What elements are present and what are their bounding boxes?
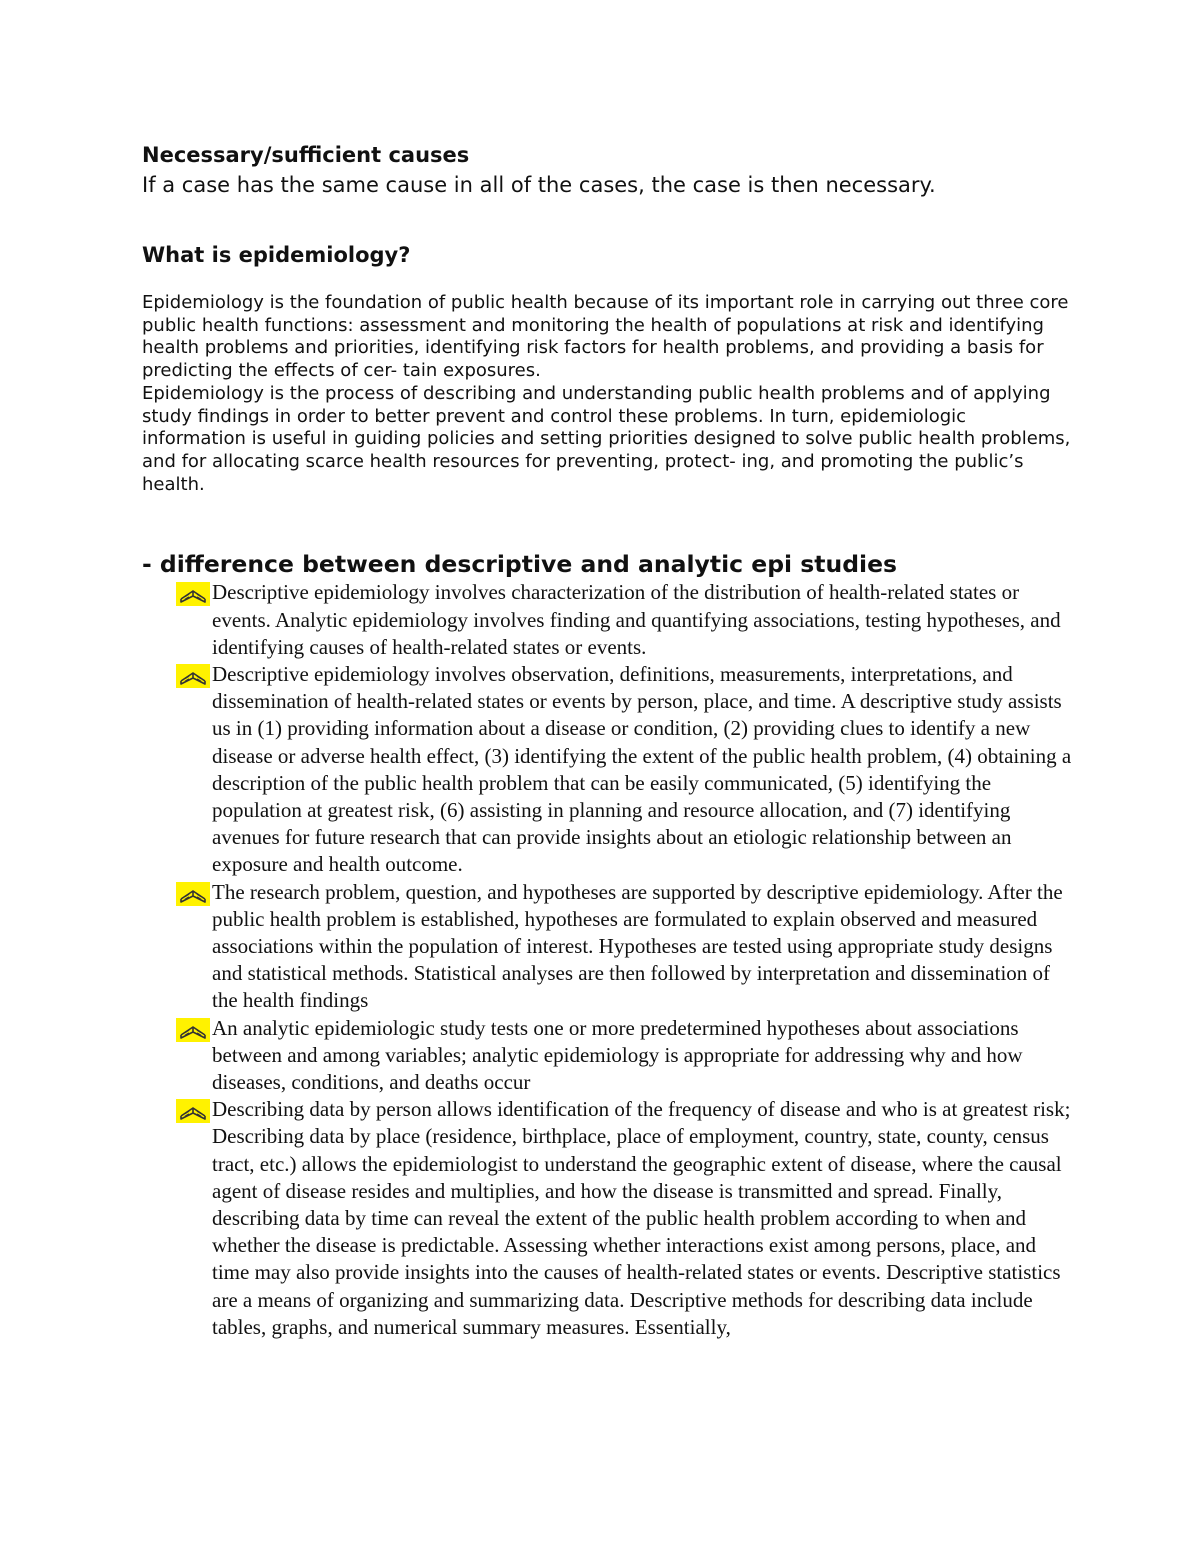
list-item [142, 879, 1072, 1015]
paragraph-foundation: Epidemiology is the foundation of public health because of its important role in carrying out three core public health functions: assessment and monitoring the health of populations at risk and identifying health problems and priorities, identifying risk factors for health problems, and providing a basis for predicting the effects of cer- tain exposures. [142, 292, 1069, 382]
heading-what-is-epidemiology: What is epidemiology? [142, 243, 411, 267]
lead-sentence: If a case has the same cause in all of the cases, the case is then necessary. [142, 173, 936, 197]
open-book-icon [176, 582, 210, 606]
epidemiology-definition [142, 292, 1072, 496]
bullet-text: Descriptive epidemiology involves observation, definitions, measurements, interpretations, and dissemination of health-related states or events by person, place, and time. A descriptive study assists us in (1) providing information about a disease or condition, (2) providing clues to identify a new disease or adverse health effect, (3) identifying the extent of the public health problem, (4) obtaining a description of the public health problem that can be easily communicated, (5) identifying the population at greatest risk, (6) assisting in planning and resource allocation, and (7) identifying avenues for future research that can provide insights about an etiologic relationship between an exposure and health outcome. [212, 661, 1072, 877]
bullet-list [142, 579, 1072, 1341]
bullet-text: The research problem, question, and hypotheses are supported by descriptive epidemiology. After the public health problem is established, hypotheses are formulated to explain observed and measured associations within the population of interest. Hypotheses are tested using appropriate study designs and statistical methods. Statistical analyses are then followed by interpretation and dissemination of the health findings [212, 879, 1063, 1013]
bullet-text: Descriptive epidemiology involves characterization of the distribution of health-related states or events. Analytic epidemiology involves finding and quantifying associations, testing hypotheses, and identifying causes of health-related states or events. [212, 580, 1061, 659]
open-book-icon [176, 664, 210, 688]
open-book-icon [176, 1018, 210, 1042]
paragraph-process: Epidemiology is the process of describing and understanding public health problems and of applying study findings in order to better prevent and control these problems. In turn, epidemiologic information is useful in guiding policies and setting priorities designed to solve public health problems, and for allocating scarce health resources for preventing, protect- ing, and promoting the public’s health. [142, 382, 1071, 495]
bullet-text: An analytic epidemiologic study tests one or more predetermined hypotheses about associations between and among variables; analytic epidemiology is appropriate for addressing why and how diseases, conditions, and deaths occur [212, 1015, 1023, 1094]
heading-descriptive-vs-analytic: - difference between descriptive and analytic epi studies [142, 550, 898, 579]
list-item [142, 1015, 1072, 1097]
list-item [142, 661, 1072, 879]
heading-necessary-sufficient-causes: Necessary/sufficient causes [142, 143, 470, 167]
list-item [142, 579, 1072, 661]
document-body [142, 140, 1072, 1341]
open-book-icon [176, 1099, 210, 1123]
bullet-text: Describing data by person allows identification of the frequency of disease and who is at greatest risk; Describing data by place (residence, birthplace, place of employment, country, state, county, census tract, etc.) allows the epidemiologist to understand the geographic extent of disease, where the causal agent of disease resides and multiplies, and how the disease is transmitted and spread. Finally, describing data by time can reveal the extent of the public health problem according to when and whether the disease is predictable. Assessing whether interactions exist among persons, place, and time may also provide insights into the causes of health-related states or events. Descriptive statistics are a means of organizing and summarizing data. Descriptive methods for describing data include tables, graphs, and numerical summary measures. Essentially, [212, 1097, 1071, 1339]
list-item [142, 1096, 1072, 1341]
open-book-icon [176, 882, 210, 906]
